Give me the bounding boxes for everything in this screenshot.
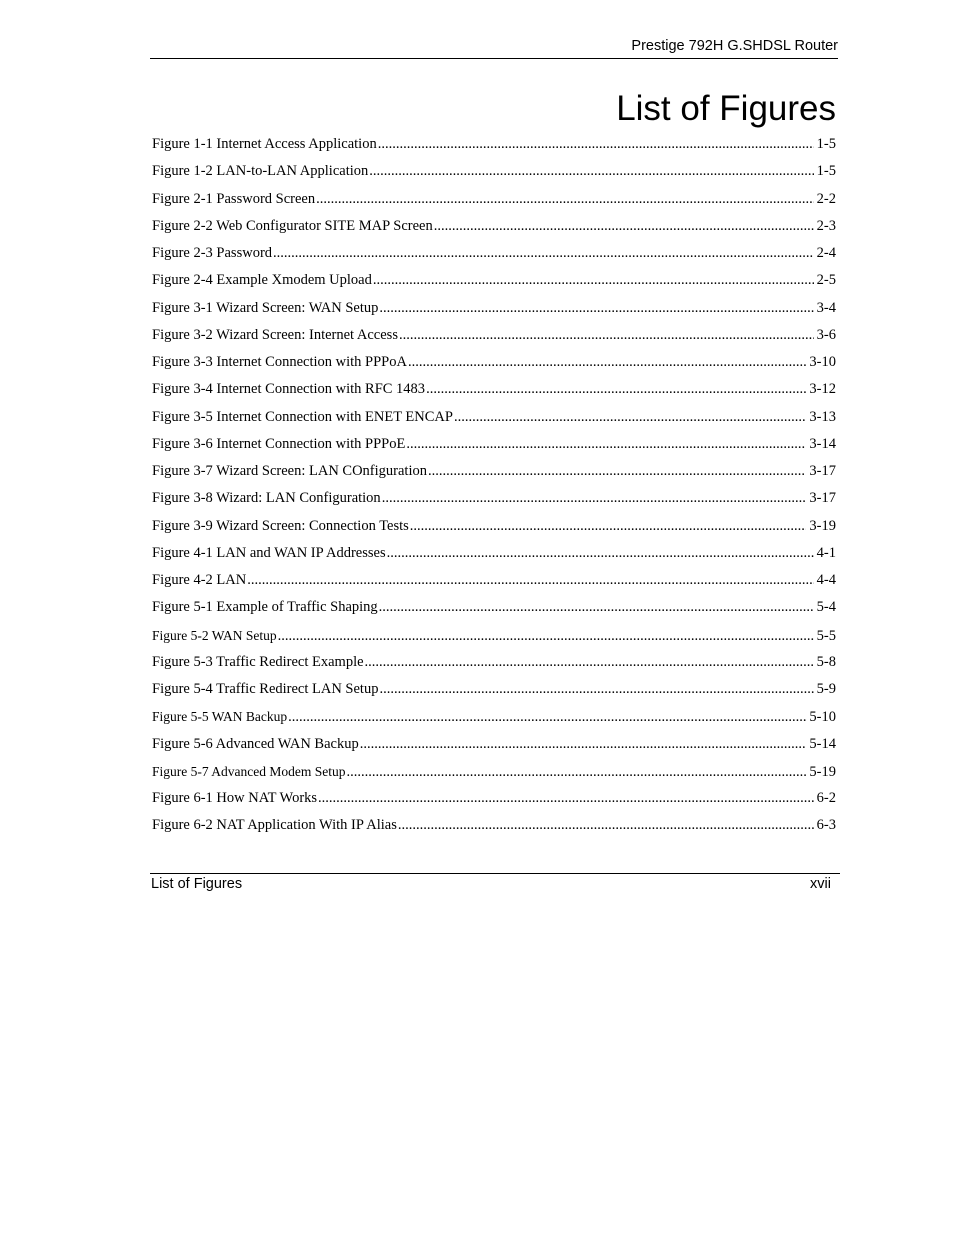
figure-page-number: 5-10	[809, 709, 836, 726]
figure-entry[interactable]	[152, 458, 836, 485]
figure-entry[interactable]	[152, 295, 836, 322]
figure-page-number: 4-1	[816, 544, 836, 561]
figure-page-number: 2-2	[816, 190, 836, 207]
figure-page-number: 3-14	[809, 435, 836, 452]
figure-title: Figure 5-7 Advanced Modem Setup	[152, 763, 346, 779]
figure-entry[interactable]	[152, 622, 836, 649]
figure-entry[interactable]	[152, 349, 836, 376]
figure-page-number: 2-4	[816, 245, 836, 261]
figure-page-number: 2-5	[816, 272, 836, 289]
figure-page-number: 3-17	[809, 490, 836, 507]
figure-entry[interactable]	[152, 213, 836, 240]
figure-title: Figure 3-6 Internet Connection with PPPoE	[152, 435, 406, 452]
dot-leader	[428, 458, 806, 485]
footer-page-number: xvii	[810, 876, 831, 892]
figure-entry[interactable]	[152, 731, 836, 758]
figure-entry[interactable]	[152, 649, 836, 676]
figure-page-number: 3-12	[809, 381, 836, 398]
dot-leader	[434, 213, 814, 240]
dot-leader	[288, 704, 806, 730]
figure-title: Figure 1-1 Internet Access Application	[152, 136, 377, 152]
figure-page-number: 5-8	[816, 653, 836, 670]
figure-page-number: 5-4	[816, 599, 836, 616]
figure-entry[interactable]	[152, 158, 836, 185]
dot-leader	[410, 513, 807, 540]
figure-entry[interactable]	[152, 404, 836, 431]
page-header: Prestige 792H G.SHDSL Router	[631, 38, 838, 54]
dot-leader	[369, 158, 813, 185]
figure-title: Figure 5-5 WAN Backup	[152, 709, 288, 725]
figure-entry[interactable]	[152, 267, 836, 294]
figure-title: Figure 5-3 Traffic Redirect Example	[152, 653, 364, 670]
dot-leader	[382, 485, 807, 512]
figure-page-number: 2-3	[816, 217, 836, 234]
figure-entry[interactable]	[152, 376, 836, 403]
figure-title: Figure 3-5 Internet Connection with ENET ENCAP	[152, 408, 453, 425]
figure-page-number: 3-10	[809, 354, 836, 370]
figure-title: Figure 5-6 Advanced WAN Backup	[152, 735, 359, 752]
figure-title: Figure 3-1 Wizard Screen: WAN Setup	[152, 299, 379, 316]
figure-entry[interactable]	[152, 540, 836, 567]
dot-leader	[316, 186, 814, 213]
figure-title: Figure 2-2 Web Configurator SITE MAP Screen	[152, 217, 433, 234]
figure-page-number: 5-14	[809, 735, 836, 752]
figure-entry[interactable]	[152, 785, 836, 812]
figure-title: Figure 6-1 How NAT Works	[152, 790, 318, 806]
page-title: List of Figures	[616, 89, 836, 128]
figure-title: Figure 2-3 Password	[152, 245, 273, 261]
figure-entry[interactable]	[152, 567, 836, 594]
figure-title: Figure 6-2 NAT Application With IP Alias	[152, 817, 397, 834]
figure-entry[interactable]	[152, 485, 836, 512]
dot-leader	[318, 785, 814, 812]
figure-entry[interactable]	[152, 812, 836, 839]
figure-title: Figure 3-9 Wizard Screen: Connection Tests	[152, 517, 409, 534]
dot-leader	[247, 567, 813, 594]
figure-entry[interactable]	[152, 594, 836, 621]
figure-title: Figure 3-3 Internet Connection with PPPoA	[152, 354, 407, 370]
figure-page-number: 5-5	[816, 627, 836, 644]
dot-leader	[398, 812, 814, 839]
figure-title: Figure 3-4 Internet Connection with RFC 1483	[152, 381, 426, 398]
figure-list	[152, 131, 836, 840]
figure-entry[interactable]	[152, 240, 836, 267]
figure-page-number: 3-4	[816, 299, 836, 316]
figure-title: Figure 2-4 Example Xmodem Upload	[152, 272, 372, 289]
figure-page-number: 5-19	[809, 763, 836, 780]
figure-title: Figure 3-8 Wizard: LAN Configuration	[152, 490, 381, 507]
figure-entry[interactable]	[152, 703, 836, 730]
footer-section-title: List of Figures	[151, 876, 243, 892]
figure-title: Figure 4-2 LAN	[152, 572, 247, 588]
figure-entry[interactable]	[152, 513, 836, 540]
figure-entry[interactable]	[152, 131, 836, 158]
dot-leader	[373, 267, 814, 294]
figure-page-number: 3-13	[809, 408, 836, 425]
dot-leader	[365, 649, 814, 676]
figure-page-number: 3-17	[809, 463, 836, 479]
dot-leader	[406, 431, 806, 458]
dot-leader	[408, 349, 806, 376]
figure-title: Figure 3-2 Wizard Screen: Internet Access	[152, 326, 398, 343]
figure-page-number: 6-2	[816, 790, 836, 806]
dot-leader	[273, 240, 814, 267]
dot-leader	[399, 322, 814, 349]
dot-leader	[387, 540, 814, 567]
figure-entry[interactable]	[152, 676, 836, 703]
figure-page-number: 6-3	[816, 817, 836, 834]
dot-leader	[346, 759, 806, 785]
figure-title: Figure 1-2 LAN-to-LAN Application	[152, 163, 369, 180]
figure-entry[interactable]	[152, 186, 836, 213]
figure-title: Figure 4-1 LAN and WAN IP Addresses	[152, 544, 386, 561]
figure-title: Figure 5-1 Example of Traffic Shaping	[152, 599, 378, 616]
dot-leader	[278, 623, 814, 649]
dot-leader	[378, 131, 814, 158]
figure-title: Figure 2-1 Password Screen	[152, 190, 316, 207]
figure-page-number: 4-4	[816, 572, 836, 588]
figure-page-number: 5-9	[816, 681, 836, 697]
figure-page-number: 1-5	[816, 163, 836, 180]
figure-title: Figure 5-4 Traffic Redirect LAN Setup	[152, 681, 379, 697]
header-rule	[150, 58, 838, 59]
figure-title: Figure 3-7 Wizard Screen: LAN COnfiguration	[152, 463, 427, 479]
dot-leader	[454, 404, 806, 431]
figure-page-number: 3-6	[816, 326, 836, 343]
dot-leader	[426, 376, 806, 403]
dot-leader	[379, 594, 814, 621]
figure-entry[interactable]	[152, 431, 836, 458]
dot-leader	[379, 295, 813, 322]
figure-title: Figure 5-2 WAN Setup	[152, 627, 277, 643]
figure-page-number: 1-5	[816, 136, 836, 152]
figure-page-number: 3-19	[809, 517, 836, 534]
figure-entry[interactable]	[152, 322, 836, 349]
dot-leader	[379, 676, 813, 703]
figure-entry[interactable]	[152, 758, 836, 785]
dot-leader	[360, 731, 807, 758]
